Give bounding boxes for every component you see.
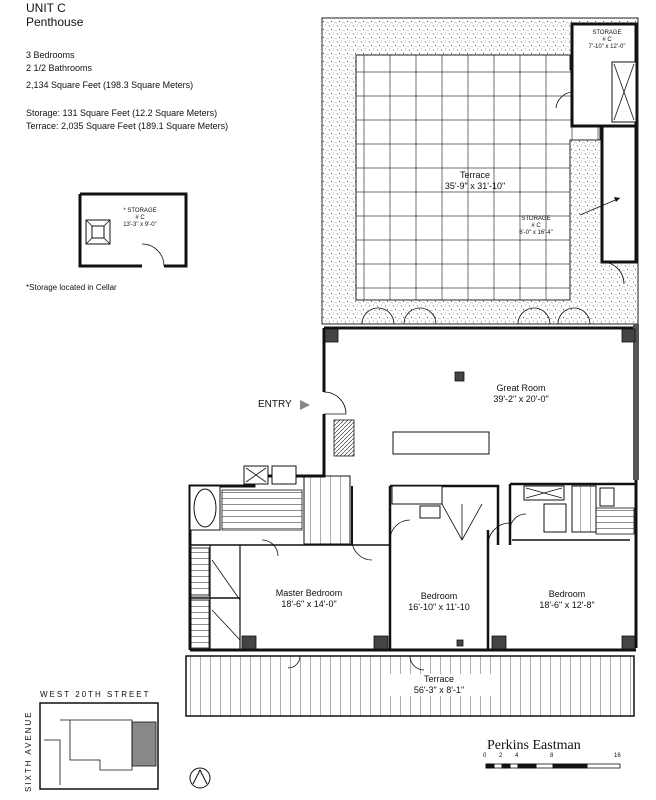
architect-name: Perkins Eastman <box>487 738 581 753</box>
room-dims: 18'-6" x 12'-8" <box>539 600 595 610</box>
unit-area: 2,134 Square Feet (198.3 Square Meters) <box>26 80 194 90</box>
room-dims: 16'-10" x 11'-10 <box>408 602 470 612</box>
scale-tick: 8 <box>550 753 554 759</box>
storage-top-label <box>580 30 634 51</box>
storage-title: * STORAGE <box>123 208 157 214</box>
storage-dims: 13'-3" x 9'-0" <box>123 222 157 228</box>
bedroom1-bath <box>390 486 510 545</box>
room-dims: 56'-3" x 8'-1" <box>413 685 465 695</box>
master-bath <box>190 466 372 560</box>
entry-arrow-icon <box>300 400 310 410</box>
storage-title: STORAGE <box>592 30 622 36</box>
scale-tick: 4 <box>515 753 519 759</box>
scale-tick: 0 <box>483 753 487 759</box>
scale-bar <box>486 764 620 768</box>
storage-dims: 7'-10" x 12'-0" <box>588 44 626 50</box>
entry-label: ENTRY <box>258 399 292 410</box>
unit-subtitle: Penthouse <box>26 15 84 29</box>
cellar-note: *Storage located in Cellar <box>26 283 117 292</box>
cellar-storage-label <box>110 208 170 229</box>
bedroom1-label <box>384 591 494 613</box>
room-dims: 35'-9" x 31'-10" <box>444 181 506 191</box>
storage-dims: 6'-0" x 16'-4" <box>519 230 553 236</box>
kitchen-island <box>393 432 489 454</box>
terrace-top-label <box>420 170 530 192</box>
master-bedroom-label <box>254 588 364 610</box>
bedroom2-bath <box>510 486 634 534</box>
key-plan-street: WEST 20TH STREET <box>40 690 151 699</box>
room-name: Terrace <box>423 674 454 684</box>
room-name: Bedroom <box>548 589 586 599</box>
bedroom2-label <box>512 589 622 611</box>
key-plan <box>40 703 158 789</box>
entry-door <box>324 392 354 456</box>
key-plan-avenue: SIXTH AVENUE <box>24 710 33 792</box>
terrace-area: Terrace: 2,035 Square Feet (189.1 Square Meters) <box>26 121 229 131</box>
storage-number: # C <box>602 37 612 43</box>
cellar-storage-room <box>80 194 186 266</box>
great-room-label <box>466 383 576 405</box>
scale-tick: 16 <box>614 753 621 759</box>
storage-number: # C <box>135 215 145 221</box>
terrace-bottom-label <box>384 674 494 696</box>
room-name: Great Room <box>496 383 546 393</box>
storage-title: STORAGE <box>521 216 551 222</box>
room-dims: 18'-6" x 14'-0" <box>281 599 337 609</box>
storage-area: Storage: 131 Square Feet (12.2 Square Meters) <box>26 108 218 118</box>
storage-mid-label <box>508 216 564 237</box>
unit-title: UNIT C <box>26 1 66 15</box>
north-arrow-icon <box>190 768 210 788</box>
room-name: Master Bedroom <box>275 588 343 598</box>
room-dims: 39'-2" x 20'-0" <box>493 394 549 404</box>
room-name: Terrace <box>459 170 490 180</box>
room-name: Bedroom <box>420 591 458 601</box>
bedroom-count: 3 Bedrooms <box>26 50 75 60</box>
storage-number: # C <box>531 223 541 229</box>
scale-tick: 2 <box>499 753 503 759</box>
bathroom-count: 2 1/2 Bathrooms <box>26 63 93 73</box>
